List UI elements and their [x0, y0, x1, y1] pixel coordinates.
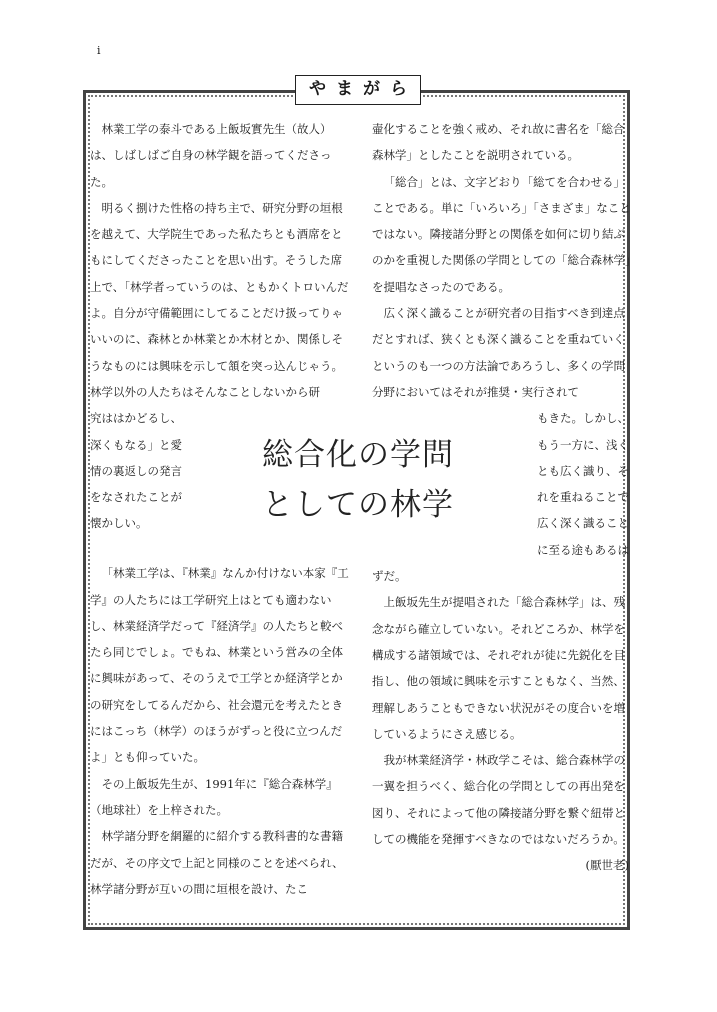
left-paragraph-1: 林業工学の泰斗である上飯坂實先生（故人）は、しばしばご自身の林学観を語ってくださった。	[90, 122, 332, 189]
right-paragraph-4: 上飯坂先生が提唱された「総合森林学」は、残念ながら確立していない。それどころか、林学を構成する諸領域では、それぞれが徒に先鋭化を目指し、他の領域に興味を示すこともなく、当然、理解しあうこともできない状況がその度合いを増しているようにさえ感じる。	[372, 595, 625, 741]
column-title: やまがら	[295, 75, 421, 105]
right-paragraph-3a: 広く深く識ることが研究者の目指すべき到達点だとすれば、狭くとも深く識ることを重ねていくというのも一つの方法論であろうし、多くの学問分野においてはそれが推奨・実行されて	[372, 306, 625, 399]
left-paragraph-4: その上飯坂先生が、1991年に『総合森林学』（地球社）を上梓された。	[90, 776, 338, 817]
right-paragraph-5: 我が林業経済学・林政学こそは、総合森林学の一翼を担うべく、総合化の学問としての再出発を図り、それによって他の隣接諸分野を繋ぐ紐帯としての機能を発揮すべきなのではないだろうか。	[372, 753, 625, 847]
title-gap-right	[372, 405, 537, 560]
right-paragraph-1: 壷化することを強く戒め、それ故に書名を「総合森林学」としたことを説明されている。	[372, 122, 625, 163]
feature-title-line-2: としての林学	[262, 487, 454, 523]
signature: (厭世老)	[585, 858, 629, 873]
right-column	[372, 116, 635, 879]
left-paragraph-2b: 究ははかどるし、深くもなる」と愛情の裏返しの発言をなされたことが懐かしい。	[90, 411, 182, 531]
right-paragraph-3b: もきた。しかし、もう一方に、浅くとも広く識り、それを重ねることで広く深く識ることに至る途もあるはずだ。	[372, 411, 629, 584]
left-paragraph-5: 林学諸分野を網羅的に紹介する教科書的な書籍だが、その序文で上記と同様のことを述べられ、林学諸分野が互いの間に垣根を設け、たこ	[90, 829, 344, 896]
page-number: i	[97, 44, 101, 57]
right-paragraph-2: 「総合」とは、文字どおり「総てを合わせる」ことである。単に「いろいろ」「さまざま」なことではない。隣接諸分野との関係を如何に切り結ぶのかを重視した関係の学問としての「総合森林学」を提唱なさったのである。	[372, 174, 631, 294]
feature-title-line-1: 総合化の学問	[262, 437, 454, 473]
left-paragraph-3: 「林業工学は、『林業』なんか付けない本家『工学』の人たちには工学研究上はとても適わないし、林業経済学だって『経済学』の人たちと較べたら同じでしょ。でもね、林業という営みの全体に興味があって、そのうえで工学とか経済学とかの研究をしてるんだから、社会還元を考えたときにはこっち（林学）のほうがずっと役に立つんだよ」とも仰っていた。	[90, 566, 349, 765]
left-paragraph-2a: 明るく捌けた性格の持ち主で、研究分野の垣根を越えて、大学院生であった私たちとも酒席をともにしてくださったことを思い出す。そうした席上で、「林学者っていうのは、ともかくトロいんだよ。自分が守備範囲にしてることだけ扱ってりゃいいのに、森林とか林業とか木材とか、関係しそうなものには興味を示して頷を突っ込んじゃう。林学以外の人たちはそんなことしないから研	[90, 200, 349, 399]
